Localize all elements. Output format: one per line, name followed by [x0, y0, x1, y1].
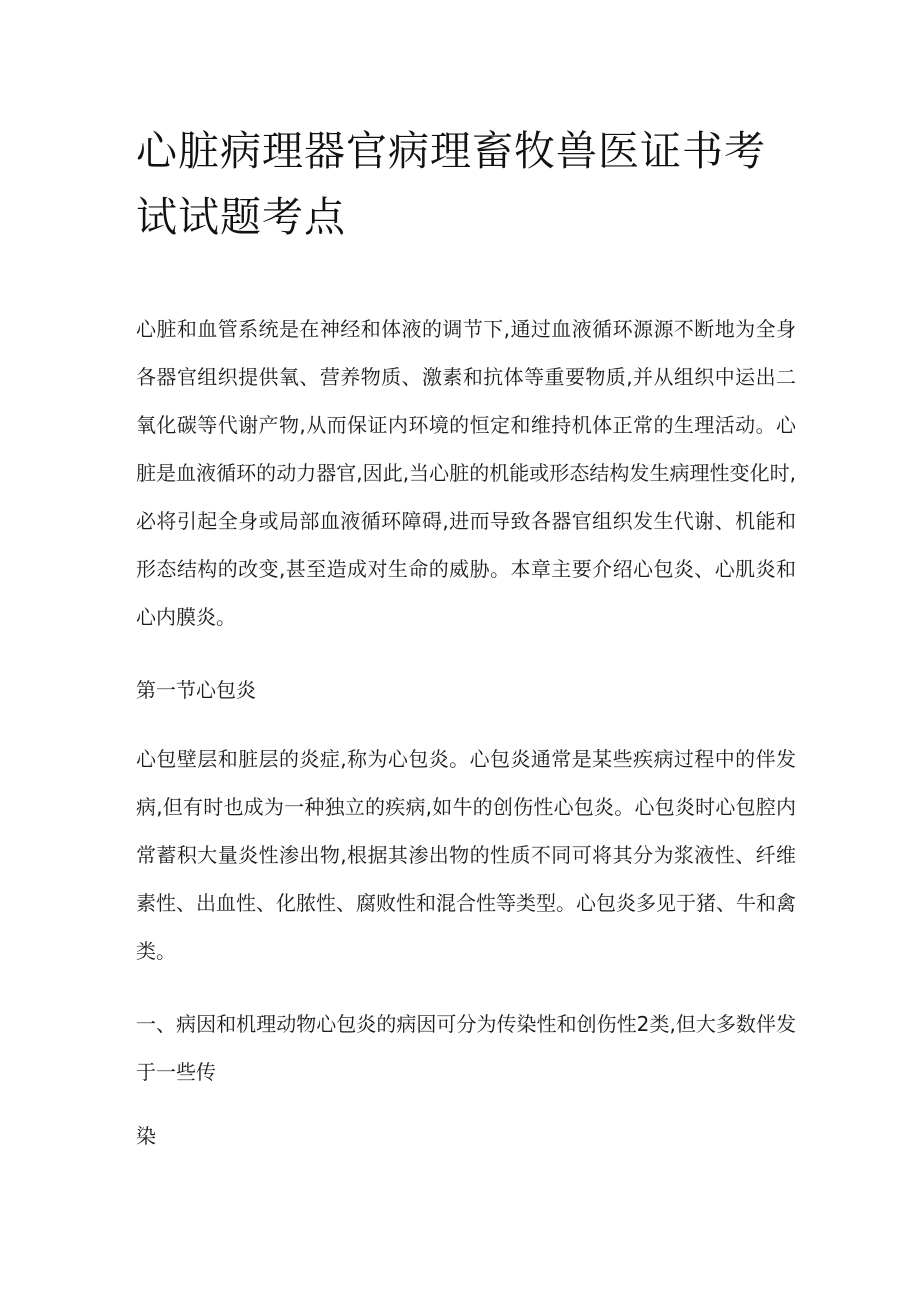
etiology-paragraph: 一、病因和机理动物心包炎的病因可分为传染性和创伤性2类,但大多数伴发于一些传: [136, 1012, 796, 1084]
trailing-fragment: 染: [136, 1124, 156, 1148]
intro-paragraph: 心脏和血管系统是在神经和体液的调节下,通过血液循环源源不断地为全身各器官组织提供氧、营养物质、激素和抗体等重要物质,并从组织中运出二氧化碳等代谢产物,从而保证内环境的恒定和维持机体正常的生理活动。心脏是血液循环的动力器官,因此,当心脏的机能或形态结构发生病理性变化时,必将引起全身或局部血液循环障碍,进而导致各器官组织发生代谢、机能和形态结构的改变,甚至造成对生命的威胁。本章主要介绍心包炎、心肌炎和心内膜炎。: [136, 317, 796, 629]
pericarditis-paragraph: 心包壁层和脏层的炎症,称为心包炎。心包炎通常是某些疾病过程中的伴发病,但有时也成为一种独立的疾病,如牛的创伤性心包炎。心包炎时心包腔内常蓄积大量炎性渗出物,根据其渗出物的性质不同可将其分为浆液性、纤维素性、出血性、化脓性、腐败性和混合性等类型。心包炎多见于猪、牛和禽类。: [136, 747, 796, 963]
section-heading: 第一节心包炎: [136, 678, 256, 702]
document-title: 心脏病理器官病理畜牧兽医证书考试试题考点: [136, 127, 766, 241]
